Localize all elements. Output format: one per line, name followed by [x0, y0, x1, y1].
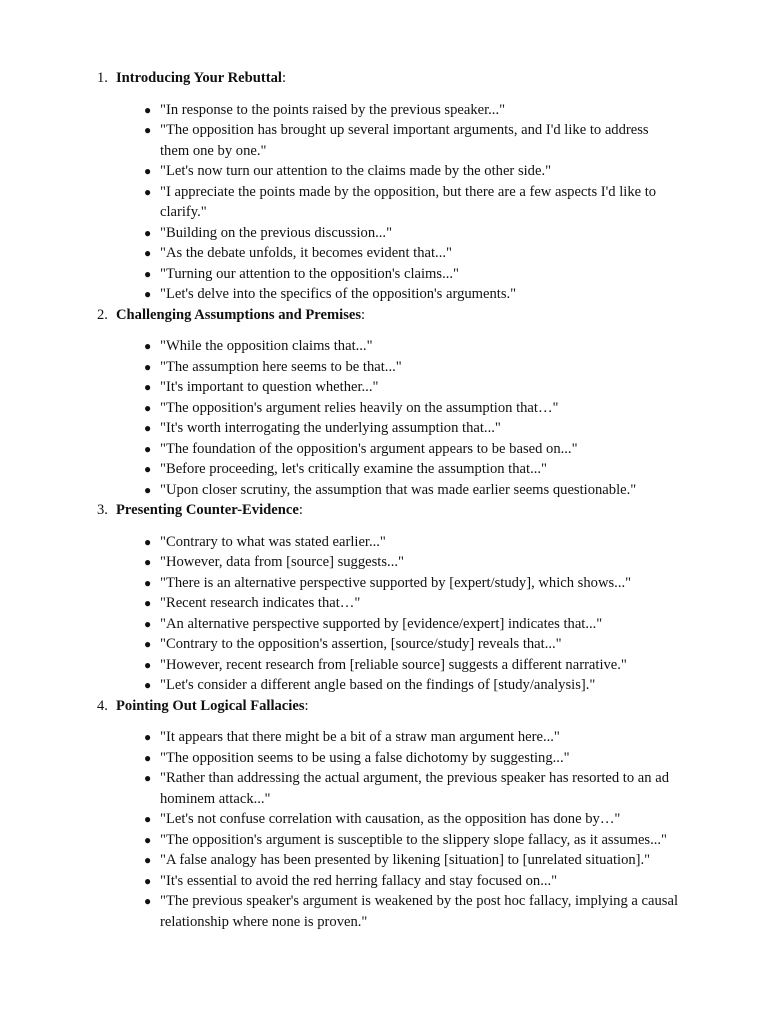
list-item — [144, 891, 680, 932]
phrase-text: "Contrary to what was stated earlier..." — [160, 533, 386, 550]
bullet-icon: ● — [144, 678, 152, 692]
bullet-icon: ● — [144, 184, 152, 199]
bullet-icon: ● — [144, 164, 152, 178]
phrase-text: "It's important to question whether..." — [160, 379, 379, 395]
list-item — [144, 161, 680, 182]
list-item — [144, 100, 680, 121]
bullet-icon: ● — [144, 730, 152, 744]
phrase-text: "Rather than addressing the actual argument, the previous speaker has resorted to an ad hominem attack..." — [160, 770, 669, 807]
bullet-icon: ● — [144, 380, 152, 394]
list-item — [144, 223, 680, 244]
bullet-icon: ● — [144, 359, 152, 374]
phrase-text: "The opposition has brought up several important arguments, and I'd like to address them one by one." — [160, 122, 649, 159]
list-item — [144, 459, 680, 480]
document-page — [0, 68, 768, 932]
bullet-icon: ● — [144, 225, 152, 240]
list-item — [144, 357, 680, 378]
list-item — [144, 850, 680, 871]
section-number: 2. — [97, 306, 108, 323]
list-item — [144, 439, 680, 460]
bullet-icon: ● — [144, 873, 152, 888]
list-item — [144, 243, 680, 264]
section-number: 4. — [97, 697, 108, 714]
bullet-icon: ● — [144, 246, 152, 260]
list-item — [144, 418, 680, 439]
phrase-text: "While the opposition claims that..." — [160, 338, 373, 354]
bullet-icon: ● — [144, 812, 152, 826]
phrase-list — [116, 89, 768, 305]
phrase-text: "A false analogy has been presented by likening [situation] to [unrelated situation]." — [160, 852, 651, 868]
bullet-icon: ● — [144, 894, 152, 908]
section-colon: : — [304, 697, 309, 714]
bullet-icon: ● — [144, 534, 152, 549]
section-title: Introducing Your Rebuttal — [116, 70, 282, 86]
phrase-list — [116, 325, 768, 500]
bullet-icon: ● — [144, 771, 152, 785]
bullet-icon: ● — [144, 832, 152, 847]
list-item — [144, 532, 680, 553]
list-item — [144, 727, 680, 748]
section-list — [0, 68, 768, 932]
bullet-icon: ● — [144, 441, 152, 456]
bullet-icon: ● — [144, 266, 152, 281]
list-item — [144, 284, 680, 305]
list-item — [144, 593, 680, 614]
bullet-icon: ● — [144, 339, 152, 353]
bullet-icon: ● — [144, 555, 152, 569]
list-item — [144, 614, 680, 635]
section-item — [97, 696, 768, 933]
section-item — [97, 305, 768, 501]
bullet-icon: ● — [144, 421, 152, 435]
list-item — [144, 398, 680, 419]
section-item — [97, 500, 768, 696]
section-heading — [97, 500, 768, 521]
phrase-list — [116, 716, 768, 932]
list-item — [144, 675, 680, 696]
bullet-icon: ● — [144, 102, 152, 117]
phrase-text: "However, data from [source] suggests..." — [160, 554, 404, 570]
phrase-text: "As the debate unfolds, it becomes evident that..." — [160, 245, 452, 261]
phrase-text: "An alternative perspective supported by [evidence/expert] indicates that..." — [160, 615, 603, 632]
phrase-text: "Let's now turn our attention to the claims made by the other side." — [160, 163, 552, 179]
list-item — [144, 120, 680, 161]
list-item — [144, 748, 680, 769]
list-item — [144, 871, 680, 892]
section-colon: : — [281, 70, 287, 86]
list-item — [144, 264, 680, 285]
list-item — [144, 377, 680, 398]
phrase-text: "The foundation of the opposition's argument appears to be based on..." — [160, 440, 578, 457]
list-item — [144, 655, 680, 676]
section-title: Pointing Out Logical Fallacies — [116, 697, 305, 714]
phrase-text: "In response to the points raised by the previous speaker..." — [160, 101, 506, 118]
phrase-text: "The opposition seems to be using a false dichotomy by suggesting..." — [160, 749, 570, 766]
list-item — [144, 336, 680, 357]
section-title: Presenting Counter-Evidence — [116, 502, 299, 518]
section-title: Challenging Assumptions and Premises — [116, 306, 362, 323]
bullet-icon: ● — [144, 750, 152, 765]
section-item — [97, 68, 768, 305]
section-colon: : — [361, 306, 366, 323]
phrase-text: "Let's consider a different angle based on the findings of [study/analysis]." — [160, 677, 596, 693]
phrase-text: "The assumption here seems to be that..." — [160, 358, 402, 375]
phrase-text: "Upon closer scrutiny, the assumption that was made earlier seems questionable." — [160, 481, 637, 498]
list-item — [144, 182, 680, 223]
phrase-text: "Recent research indicates that…" — [160, 595, 361, 611]
phrase-text: "The opposition's argument relies heavily on the assumption that…" — [160, 399, 559, 416]
bullet-icon: ● — [144, 462, 152, 476]
bullet-icon: ● — [144, 287, 152, 301]
section-heading — [97, 68, 768, 89]
phrase-text: "Before proceeding, let's critically examine the assumption that..." — [160, 461, 547, 477]
section-number: 3. — [97, 502, 108, 518]
bullet-icon: ● — [144, 853, 152, 867]
phrase-text: "However, recent research from [reliable source] suggests a different narrative." — [160, 656, 627, 673]
section-number: 1. — [97, 70, 108, 86]
phrase-text: "Turning our attention to the opposition's claims..." — [160, 265, 459, 282]
phrase-text: "It appears that there might be a bit of a straw man argument here..." — [160, 729, 560, 745]
section-heading — [97, 696, 768, 717]
list-item — [144, 809, 680, 830]
list-item — [144, 768, 680, 809]
phrase-text: "I appreciate the points made by the opposition, but there are a few aspects I'd like to clarify." — [160, 183, 657, 220]
bullet-icon: ● — [144, 575, 152, 590]
bullet-icon: ● — [144, 616, 152, 631]
list-item — [144, 480, 680, 501]
bullet-icon: ● — [144, 400, 152, 415]
bullet-icon: ● — [144, 482, 152, 497]
list-item — [144, 634, 680, 655]
list-item — [144, 830, 680, 851]
phrase-text: "It's essential to avoid the red herring fallacy and stay focused on..." — [160, 872, 558, 889]
phrase-text: "There is an alternative perspective supported by [expert/study], which shows..." — [160, 574, 632, 591]
phrase-text: "The opposition's argument is susceptible to the slippery slope fallacy, as it assumes..." — [160, 831, 667, 848]
phrase-text: "It's worth interrogating the underlying assumption that..." — [160, 420, 501, 436]
phrase-list — [116, 521, 768, 696]
phrase-text: "Contrary to the opposition's assertion, [source/study] reveals that..." — [160, 636, 562, 652]
phrase-text: "Let's not confuse correlation with causation, as the opposition has done by…" — [160, 811, 621, 827]
section-heading — [97, 305, 768, 326]
phrase-text: "Let's delve into the specifics of the opposition's arguments." — [160, 286, 517, 302]
bullet-icon: ● — [144, 657, 152, 672]
phrase-text: "The previous speaker's argument is weakened by the post hoc fallacy, implying a causal relationship where none is proven." — [160, 893, 678, 930]
list-item — [144, 573, 680, 594]
bullet-icon: ● — [144, 123, 152, 137]
list-item — [144, 552, 680, 573]
bullet-icon: ● — [144, 637, 152, 651]
bullet-icon: ● — [144, 596, 152, 610]
phrase-text: "Building on the previous discussion..." — [160, 224, 393, 241]
section-colon: : — [298, 502, 303, 518]
